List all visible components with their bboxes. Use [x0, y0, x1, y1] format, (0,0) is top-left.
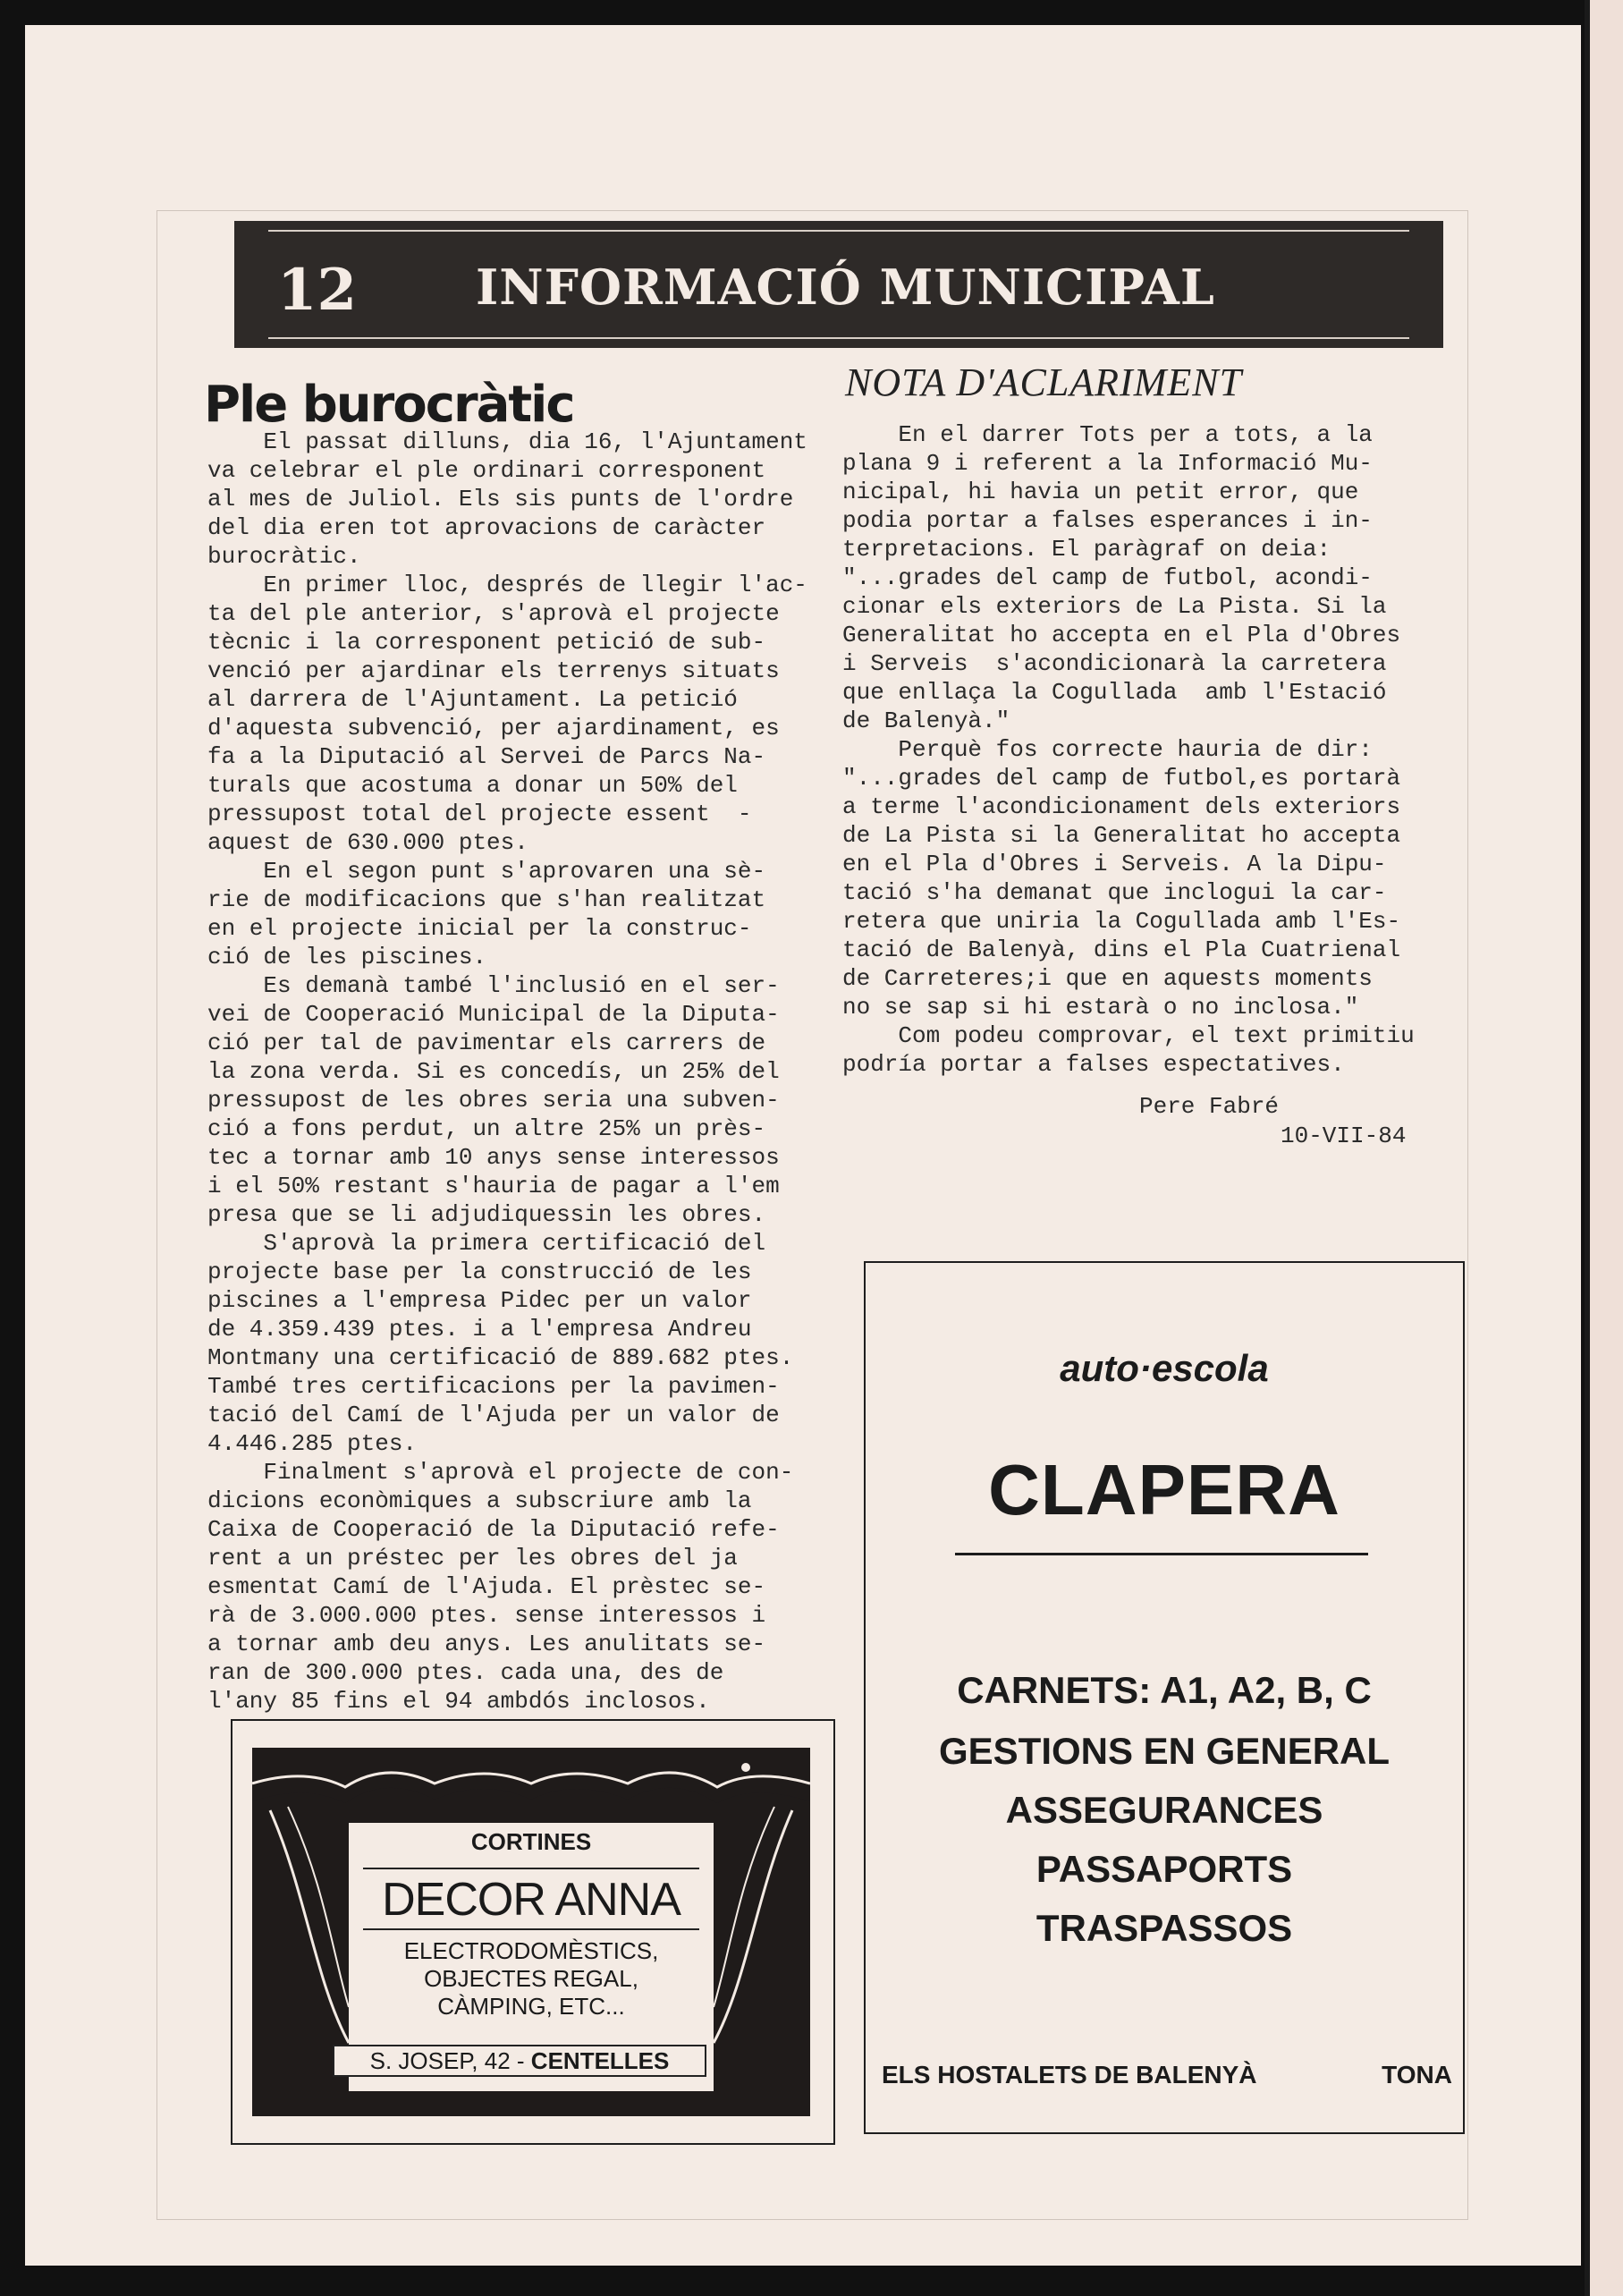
- masthead-rule-bottom: [268, 337, 1409, 339]
- article-title: Ple burocràtic: [204, 376, 574, 434]
- decor-rule-bottom: [363, 1928, 699, 1930]
- article-body: El passat dilluns, dia 16, l'Ajuntament va celebrar el ple ordinari corresponent al mes de Juliol. Els sis punts de l'ordre del dia eren tot aprovacions de caràcter burocràtic. En primer lloc, després de llegir l'ac- ta del ple anterior, s'aprovà el projecte tècnic i la corresponent petició de sub- venció per ajardinar els terrenys situats al darrera de l'Ajuntament. La petició d'aquesta subvenció, per ajardinament, es fa a la Diputació al Servei de Parcs Na- turals que acostuma a donar un 50% del pressupost total del projecte essent - aquest de 630.000 ptes. En el segon punt s'aprovaren una sè- rie de modificacions que s'han realitzat en el projecte inicial per la construc- ció de les piscines. Es demanà també l'inclusió en el ser- vei de Cooperació Municipal de la Diputa- ció per tal de pavimentar els carrers de la zona verda. Si es concedís, un 25% del pressupost de les obres seria una subven- ció a fons perdut, un altre 25% un près- tec a tornar amb 10 anys sense interessos i el 50% restant s'hauria de pagar a l'em presa que se li adjudiquessin les obres. S'aprovà la primera certificació del projecte base per la construcció de les piscines a l'empresa Pidec per un valor de 4.359.439 ptes. i a l'empresa Andreu Montmany una certificació de 889.682 ptes. També tres certificacions per la pavimen- tació del Camí de l'Ajuda per un valor de 4.446.285 ptes. Finalment s'aprovà el projecte de con- dicions econòmiques a subscriure amb la Caixa de Cooperació de la Diputació refe- rent a un préstec per les obres del ja esmentat Camí de l'Ajuda. El prèstec se- rà de 3.000.000 ptes. sense interessos i a tornar amb deu anys. Les anulitats se- ran de 300.000 ptes. cada una, des de l'any 85 fins el 94 ambdós inclosos.: [207, 428, 807, 1715]
- clapera-location-left: ELS HOSTALETS DE BALENYÀ: [882, 2061, 1257, 2088]
- clapera-service: CARNETS: A1, A2, B, C: [957, 1669, 1372, 1711]
- nota-body: En el darrer Tots per a tots, a la plana 9 i referent a la Informació Mu- nicipal, hi havia un petit error, que podia portar a falses esperances i in- terpretacions. El paràgraf on deia: "...grades del camp de futbol, acondi- cionar els exteriors de La Pista. Si la Generalitat ho accepta en el Pla d'Obres i Serveis s'acondicionarà la carretera que enllaça la Cogullada amb l'Estació de Balenyà." Perquè fos correcte hauria de dir: "...grades del camp de futbol,es portarà a terme l'acondicionament dels exteriors de La Pista si la Generalitat ho accepta en el Pla d'Obres i Serveis. A la Dipu- tació s'ha demanat que inclogui la car- retera que uniria la Cogullada amb l'Es- tació de Balenyà, dins el Pla Cuatrienal de Carreteres;i que en aquests moments no se sap si hi estarà o no inclosa." Com podeu comprovar, el text primitiu podría portar a falses espectatives.: [842, 421, 1415, 1078]
- clapera-name: CLAPERA: [988, 1450, 1340, 1529]
- page-number: 12: [277, 257, 358, 324]
- decor-anna-ad: [231, 1719, 835, 2145]
- decor-street: S. JOSEP, 42 -: [369, 2047, 525, 2074]
- clapera-service: GESTIONS EN GENERAL: [938, 1730, 1391, 1772]
- facing-page-edge: [1585, 0, 1623, 2296]
- clapera-service: TRASPASSOS: [1036, 1907, 1293, 1949]
- decor-address: [333, 2045, 706, 2077]
- section-masthead: [234, 221, 1443, 348]
- decor-products: ELECTRODOMÈSTICS, OBJECTES REGAL, CÀMPING, ETC...: [403, 1937, 659, 2020]
- nota-author: Pere Fabré: [1139, 1093, 1280, 1120]
- masthead-rule-top: [268, 230, 1409, 232]
- clapera-service: ASSEGURANCES: [1005, 1789, 1323, 1831]
- decor-town: CENTELLES: [530, 2047, 670, 2074]
- clapera-ad: [864, 1261, 1465, 2134]
- clapera-kicker: auto·escola: [1060, 1347, 1269, 1389]
- nota-title: NOTA D'ACLARIMENT: [845, 360, 1243, 404]
- clapera-location-right: TONA: [1382, 2061, 1452, 2088]
- decor-kicker: CORTINES: [470, 1828, 592, 1855]
- clapera-service: PASSAPORTS: [1036, 1848, 1293, 1890]
- section-title: INFORMACIÓ MUNICIPAL: [476, 258, 1215, 316]
- nota-date: 10-VII-84: [1281, 1123, 1407, 1149]
- clapera-rule: [955, 1553, 1368, 1555]
- decor-brand: DECOR ANNA: [382, 1874, 680, 1926]
- decor-rule-top: [363, 1868, 699, 1869]
